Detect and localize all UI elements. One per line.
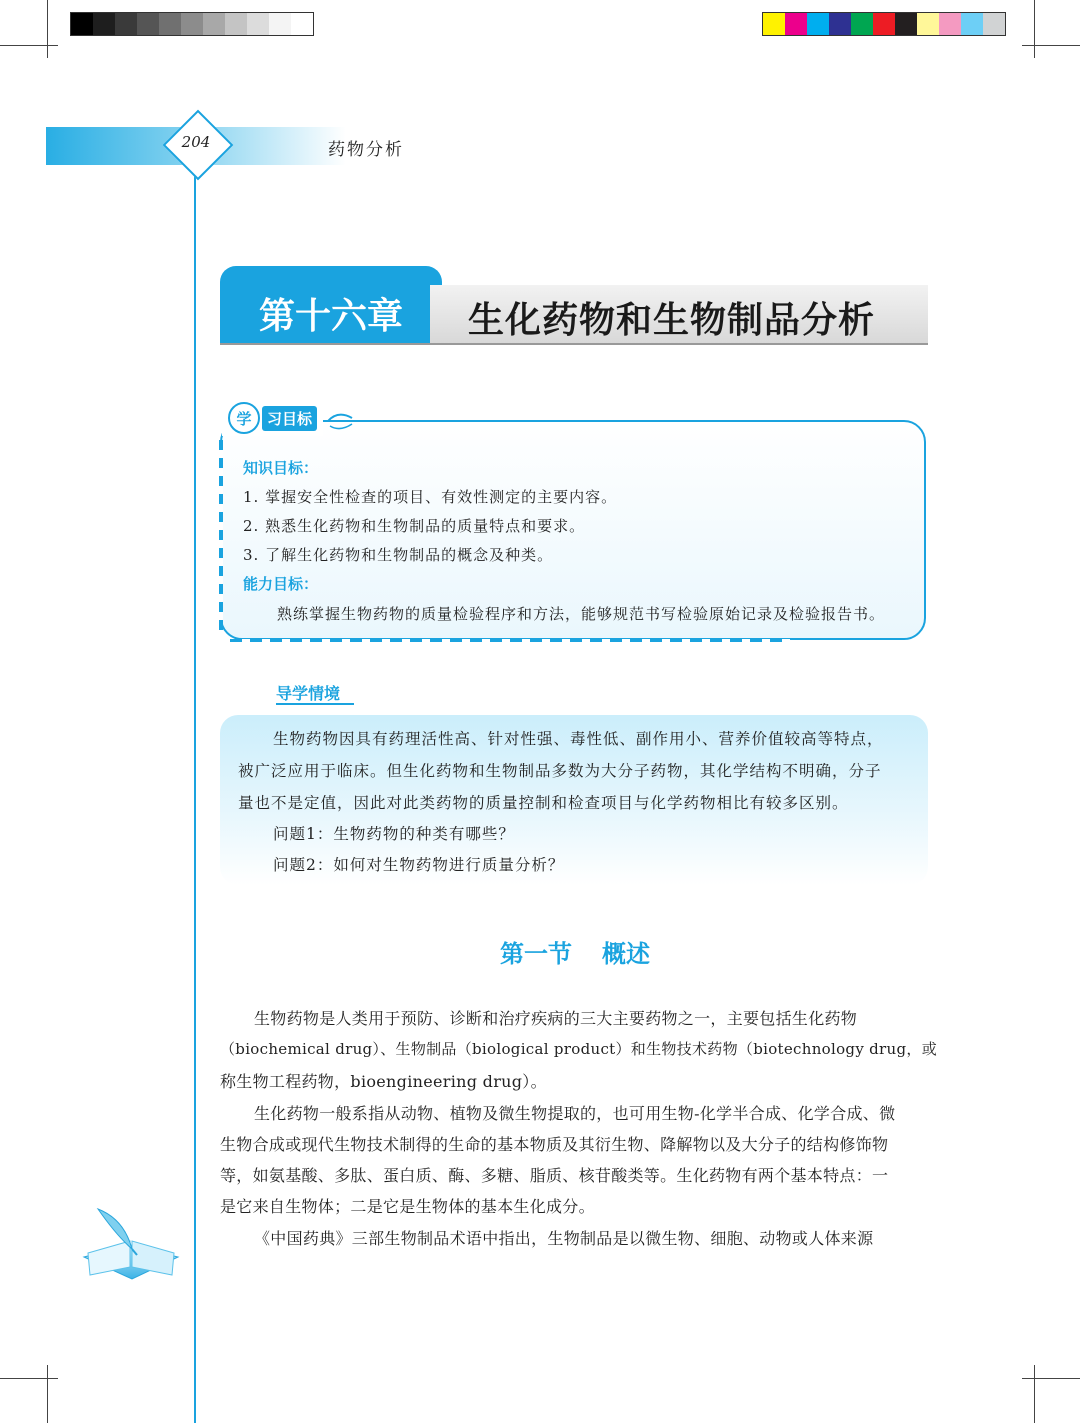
- page-number: 204: [181, 133, 211, 151]
- body-line: 是它来自生物体；二是它是生物体的基本生化成分。: [220, 1197, 595, 1216]
- ability-objectives-heading: 能力目标：: [243, 575, 319, 593]
- color-swatch: [807, 13, 829, 35]
- gray-swatch: [203, 13, 225, 35]
- body-line: 《中国药典》三部生物制品术语中指出，生物制品是以微生物、细胞、动物或人体来源: [254, 1229, 874, 1248]
- guide-question: 问题2：如何对生物药物进行质量分析？: [273, 856, 565, 874]
- knowledge-objective-item: 1. 掌握安全性检查的项目、有效性测定的主要内容。: [243, 488, 618, 506]
- section-number: 第一节: [500, 939, 572, 968]
- color-swatch: [851, 13, 873, 35]
- color-swatch: [785, 13, 807, 35]
- color-calibration-strip: [762, 12, 1006, 36]
- color-swatch: [763, 13, 785, 35]
- objectives-badge-label: 习目标: [262, 406, 317, 431]
- body-line: 生物合成或现代生物技术制得的生命的基本物质及其衍生物、降解物以及大分子的结构修饰物: [220, 1135, 889, 1154]
- crop-mark: [1022, 45, 1080, 46]
- book-quill-icon: [80, 1205, 184, 1285]
- guide-title-underline: [276, 703, 354, 705]
- guide-line: 被广泛应用于临床。但生化药物和生物制品多数为大分子药物，其化学结构不明确，分子: [238, 762, 882, 780]
- body-line: 生物药物是人类用于预防、诊断和治疗疾病的三大主要药物之一，主要包括生化药物: [254, 1009, 858, 1028]
- crop-mark: [47, 0, 48, 58]
- guide-line: 量也不是定值，因此对此类药物的质量控制和检查项目与化学药物相比有较多区别。: [238, 794, 849, 812]
- grayscale-calibration-strip: [70, 12, 314, 36]
- crop-mark: [1022, 1378, 1080, 1379]
- guide-line: 生物药物因具有药理活性高、针对性强、毒性低、副作用小、营养价值较高等特点，: [273, 730, 884, 748]
- swoosh-icon: [326, 406, 356, 436]
- gray-swatch: [115, 13, 137, 35]
- gray-swatch: [269, 13, 291, 35]
- running-head: 药物分析: [328, 140, 404, 160]
- color-swatch: [873, 13, 895, 35]
- gray-swatch: [291, 13, 313, 35]
- body-line: 生化药物一般系指从动物、植物及微生物提取的，也可用生物-化学半合成、化学合成、微: [254, 1104, 896, 1123]
- color-swatch: [939, 13, 961, 35]
- gray-swatch: [181, 13, 203, 35]
- body-line: 等，如氨基酸、多肽、蛋白质、酶、多糖、脂质、核苷酸类等。生化药物有两个基本特点：一: [220, 1166, 889, 1185]
- guide-title: 导学情境: [276, 684, 341, 703]
- crop-mark: [47, 1365, 48, 1423]
- knowledge-objective-item: 2. 熟悉生化药物和生物制品的质量特点和要求。: [243, 517, 586, 535]
- color-swatch: [895, 13, 917, 35]
- guide-question: 问题1：生物药物的种类有哪些？: [273, 825, 515, 843]
- knowledge-objectives-heading: 知识目标：: [243, 459, 319, 477]
- chapter-underline: [220, 343, 928, 345]
- chapter-number: 第十六章: [233, 282, 429, 344]
- color-swatch: [917, 13, 939, 35]
- color-swatch: [961, 13, 983, 35]
- gray-swatch: [93, 13, 115, 35]
- knowledge-objective-item: 3. 了解生化药物和生物制品的概念及种类。: [243, 546, 554, 564]
- body-line: （biochemical drug）、生物制品（biological product）和生物技术药物（biotechnology drug，或: [220, 1040, 937, 1058]
- color-swatch: [829, 13, 851, 35]
- gray-swatch: [247, 13, 269, 35]
- objectives-dash-left: [219, 440, 223, 635]
- crop-mark: [0, 45, 58, 46]
- objectives-dash-bottom: [230, 639, 790, 642]
- section-title: [0, 934, 1080, 969]
- chapter-title: 生化药物和生物制品分析: [468, 300, 876, 341]
- crop-mark: [1034, 0, 1035, 58]
- crop-mark: [1034, 1365, 1035, 1423]
- gray-swatch: [137, 13, 159, 35]
- body-line: 称生物工程药物，bioengineering drug）。: [220, 1072, 547, 1091]
- color-swatch: [983, 13, 1005, 35]
- margin-rule: [194, 168, 196, 1423]
- gray-swatch: [71, 13, 93, 35]
- gray-swatch: [159, 13, 181, 35]
- section-name: 概述: [602, 939, 650, 968]
- objectives-badge-circle: 学: [228, 402, 260, 434]
- objectives-badge: [222, 400, 323, 436]
- crop-mark: [0, 1378, 58, 1379]
- gray-swatch: [225, 13, 247, 35]
- ability-objective-text: 熟练掌握生物药物的质量检验程序和方法，能够规范书写检验原始记录及检验报告书。: [277, 605, 886, 623]
